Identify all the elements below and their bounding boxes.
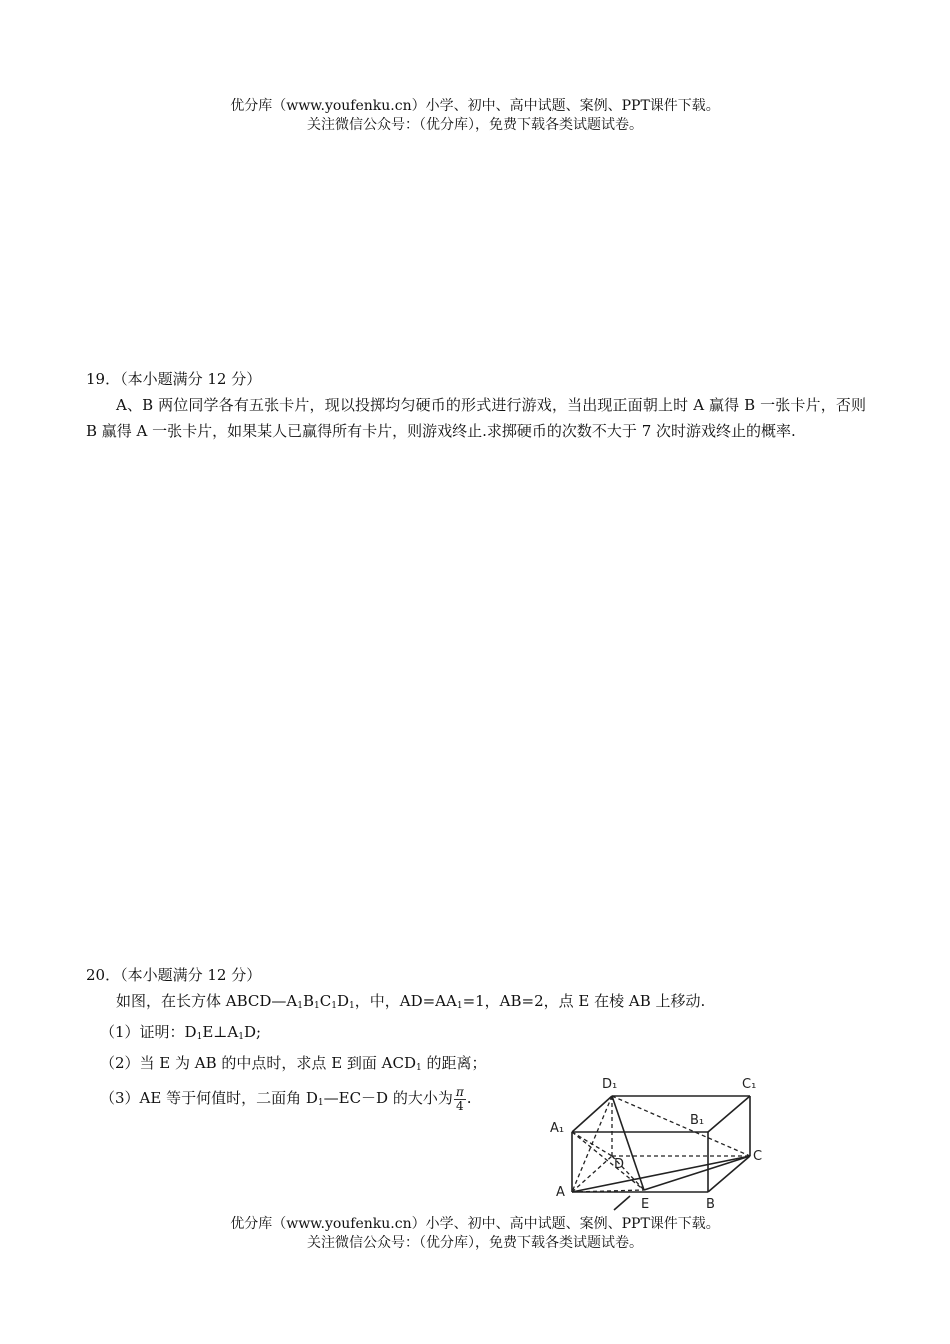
header-line-1: 优分库（www.youfenku.cn）小学、初中、高中试题、案例、PPT课件下载。 (230, 98, 720, 114)
question-19 (86, 366, 866, 444)
footer-line-2: 关注微信公众号：（优分库），免费下载各类试题试卷。 (307, 1235, 643, 1251)
cuboid-figure (548, 1070, 778, 1215)
page-header (0, 97, 950, 135)
label-c: C (753, 1149, 763, 1164)
page-footer (0, 1215, 950, 1253)
pi-over-4-fraction: $\frac{\pi}{4}$ (455, 1084, 464, 1113)
question-20-part-3: （3）AE 等于何值时，二面角 $D_1—EC-D$ 的大小为 $\frac{\pi}{4}$ . (100, 1084, 472, 1113)
label-e: E (641, 1197, 650, 1212)
question-20-part-1: （1）证明：$D_1E\perp A_1D$; (100, 1023, 262, 1042)
question-20-part-2: （2）当 E 为 AB 的中点时，求点 E 到面 $ACD_1$ 的距离； (100, 1054, 487, 1073)
label-b: B (706, 1197, 715, 1212)
question-20-title: 20．（本小题满分 12 分） (86, 966, 262, 984)
cuboid-diagram (548, 1070, 778, 1215)
question-20-intro: 如图，在长方体 $ABCD—A_1B_1C_1D_1$，中，$AD=AA_1=1$，AB=2，点 E 在棱 AB 上移动. (116, 992, 706, 1011)
header-line-2: 关注微信公众号：（优分库），免费下载各类试题试卷。 (307, 117, 643, 133)
label-d: D (614, 1157, 625, 1172)
label-a1: A₁ (550, 1121, 565, 1136)
label-a: A (556, 1185, 565, 1200)
label-b1: B₁ (690, 1113, 705, 1128)
label-c1: C₁ (742, 1077, 757, 1092)
question-19-body: A、B 两位同学各有五张卡片，现以投掷均匀硬币的形式进行游戏，当出现正面朝上时 A 赢得 B 一张卡片，否则 B 赢得 A 一张卡片，如果某人已赢得所有卡片，则游戏终止.求掷硬币的次数不大于 7 次时游戏终止的概率. (86, 396, 866, 440)
label-d1: D₁ (602, 1077, 618, 1092)
footer-line-1: 优分库（www.youfenku.cn）小学、初中、高中试题、案例、PPT课件下载。 (230, 1216, 720, 1232)
question-19-title: 19．（本小题满分 12 分） (86, 370, 262, 388)
